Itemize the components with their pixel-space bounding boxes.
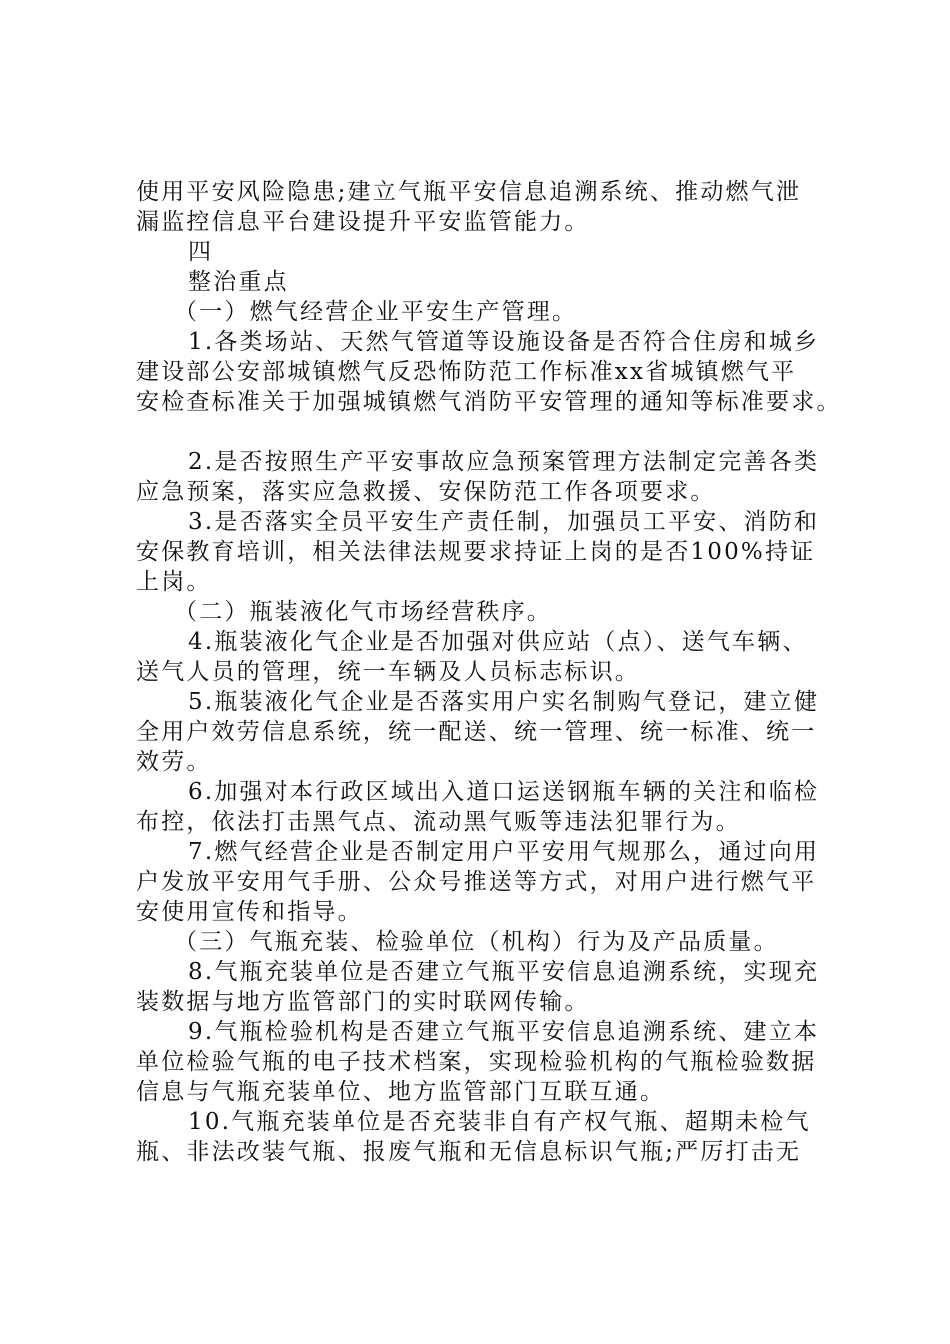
text-line: 单位检验气瓶的电子技术档案，实现检验机构的气瓶检验数据: [136, 1049, 817, 1075]
text-line: 安检查标准关于加强城镇燃气消防平安管理的通知等标准要求。: [136, 389, 842, 415]
text-line: 户发放平安用气手册、公众号推送等方式，对用户进行燃气平: [136, 869, 817, 895]
text-line: 上岗。: [136, 569, 212, 595]
list-item-start: 3.是否落实全员平安生产责任制，加强员工平安、消防和: [188, 509, 820, 535]
text-line: 布控，依法打击黑气点、流动黑气贩等违法犯罪行为。: [136, 809, 741, 835]
list-item-start: 7.燃气经营企业是否制定用户平安用气规那么，通过向用: [188, 839, 820, 865]
subsection-heading: （三）气瓶充装、检验单位（机构）行为及产品质量。: [174, 929, 779, 955]
list-item-start: 10.气瓶充装单位是否充装非自有产权气瓶、超期未检气: [188, 1109, 811, 1135]
text-line: 效劳。: [136, 749, 212, 775]
text-line: 建设部公安部城镇燃气反恐怖防范工作标准xx省城镇燃气平: [136, 359, 797, 385]
list-item-start: 9.气瓶检验机构是否建立气瓶平安信息追溯系统、建立本: [188, 1019, 820, 1045]
list-item-start: 8.气瓶充装单位是否建立气瓶平安信息追溯系统，实现充: [188, 959, 820, 985]
blank-line: [136, 417, 826, 447]
subsection-heading: （二）瓶装液化气市场经营秩序。: [174, 599, 552, 625]
text-line: 瓶、非法改装气瓶、报废气瓶和无信息标识气瓶;严厉打击无: [136, 1139, 802, 1165]
section-heading: 整治重点: [188, 269, 289, 295]
list-item-start: 5.瓶装液化气企业是否落实用户实名制购气登记，建立健: [188, 689, 820, 715]
text-line: 安保教育培训，相关法律法规要求持证上岗的是否100%持证: [136, 539, 816, 565]
document-body: [136, 177, 842, 1167]
list-item-start: 4.瓶装液化气企业是否加强对供应站（点）、送气车辆、: [188, 629, 808, 655]
text-line: 使用平安风险隐患;建立气瓶平安信息追溯系统、推动燃气泄: [136, 179, 802, 205]
subsection-heading: （一）燃气经营企业平安生产管理。: [174, 299, 578, 325]
text-line: 送气人员的管理，统一车辆及人员标志标识。: [136, 659, 640, 685]
text-line: 信息与气瓶充装单位、地方监管部门互联互通。: [136, 1079, 666, 1105]
text-line: 安使用宣传和指导。: [136, 899, 363, 925]
section-number: 四: [188, 239, 214, 265]
text-line: 全用户效劳信息系统，统一配送、统一管理、统一标准、统一: [136, 719, 817, 745]
list-item-start: 6.加强对本行政区域出入道口运送钢瓶车辆的关注和临检: [188, 779, 820, 805]
text-line: 应急预案，落实应急救援、安保防范工作各项要求。: [136, 479, 716, 505]
list-item-start: 2.是否按照生产平安事故应急预案管理方法制定完善各类: [188, 449, 820, 475]
list-item-start: 1.各类场站、天然气管道等设施设备是否符合住房和城乡: [188, 329, 820, 355]
text-line: 装数据与地方监管部门的实时联网传输。: [136, 989, 590, 1015]
text-line: 漏监控信息平台建设提升平安监管能力。: [136, 209, 590, 235]
